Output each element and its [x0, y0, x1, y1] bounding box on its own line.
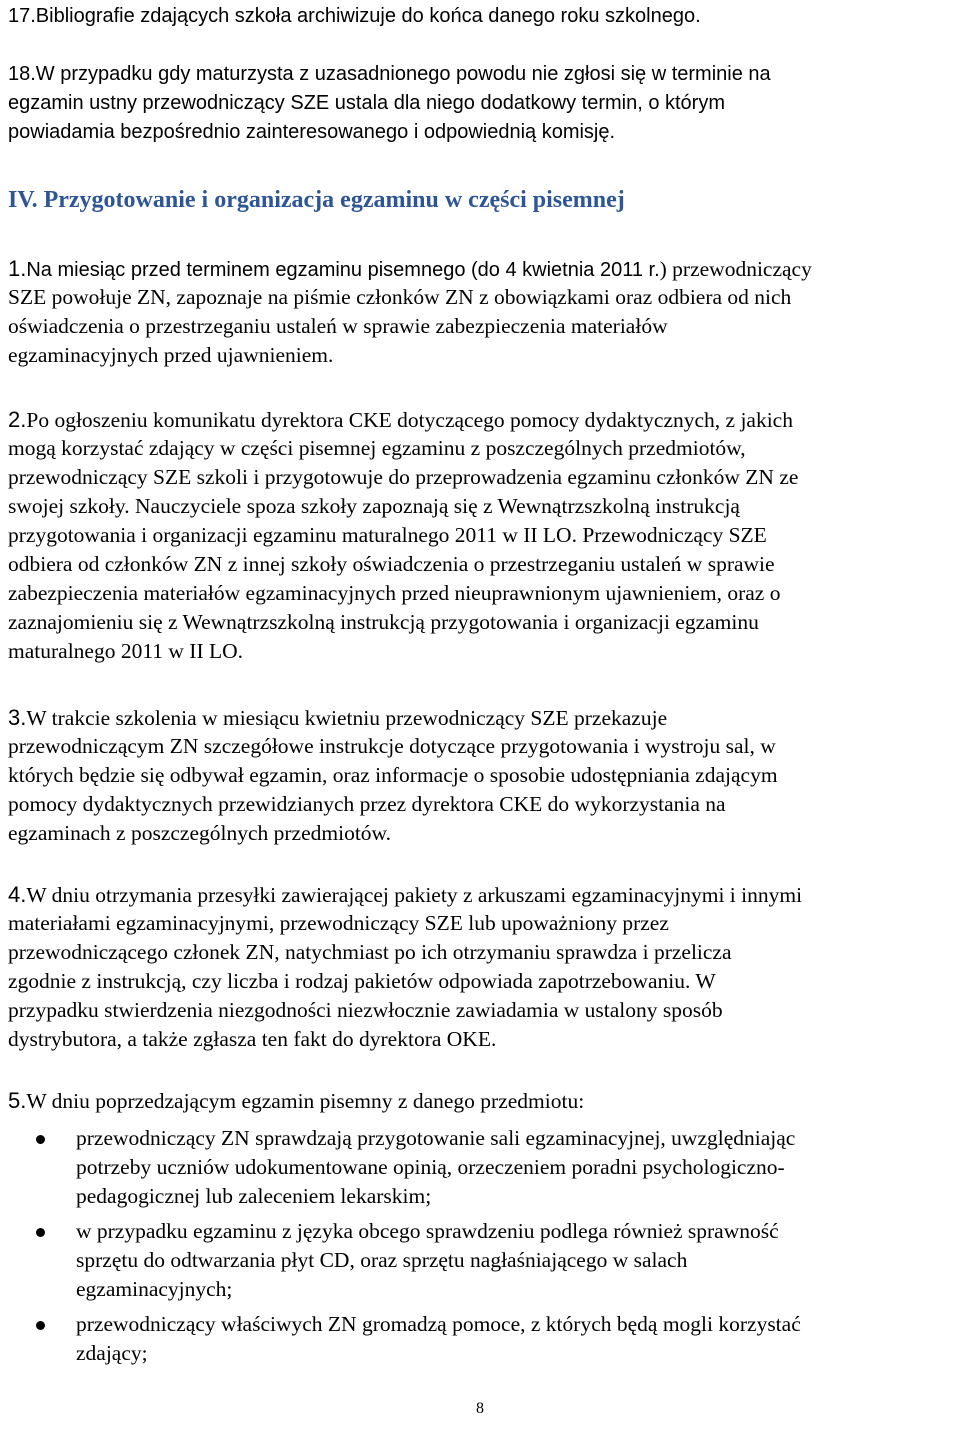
- item-2-line: odbiera od członków ZN z innej szkoły oświadczenia o przestrzeganiu ustaleń w sprawie: [8, 552, 775, 576]
- item-3-number: 3.: [8, 705, 27, 730]
- item-4-first-line: [8, 880, 802, 909]
- bullet-line: pedagogicznej lub zaleceniem lekarskim;: [76, 1184, 432, 1208]
- item-4-first-text: W dniu otrzymania przesyłki zawierającej pakiety z arkuszami egzaminacyjnymi i innymi: [26, 883, 803, 907]
- item-2-line: swojej szkoły. Nauczyciele spoza szkoły zapoznają się z Wewnątrzszkolną instrukcją: [8, 494, 740, 518]
- item-2-number: 2.: [8, 407, 27, 432]
- paragraph-17-line: 17.Bibliografie zdających szkoła archiwizuje do końca danego roku szkolnego.: [8, 5, 701, 27]
- item-1-line: SZE powołuje ZN, zapoznaje na piśmie członków ZN z obowiązkami oraz odbiera od nich: [8, 285, 792, 309]
- item-3-first-line: [8, 703, 778, 732]
- item-2-line: zaznajomieniu się z Wewnątrzszkolną instrukcją przygotowania i organizacji egzaminu: [8, 610, 759, 634]
- item-4-line: materiałami egzaminacyjnymi, przewodniczący SZE lub upoważniony przez: [8, 911, 669, 935]
- item-1-line: egzaminacyjnych przed ujawnieniem.: [8, 343, 334, 367]
- paragraph-18-line: 18.W przypadku gdy maturzysta z uzasadnionego powodu nie zgłosi się w terminie na: [8, 63, 771, 85]
- item-4: [8, 880, 802, 1054]
- item-5: [8, 1086, 584, 1115]
- item-4-line: zgodnie z instrukcją, czy liczba i rodzaj pakietów odpowiada zapotrzebowaniu. W: [8, 969, 716, 993]
- bullet-icon: [36, 1321, 45, 1330]
- item-3-line: przewodniczącym ZN szczegółowe instrukcje dotyczące przygotowania i wystroju sal, w: [8, 734, 776, 758]
- item-2-first-line: [8, 405, 798, 434]
- item-3-line: których będzie się odbywał egzamin, oraz informacje o sposobie udostępniania zdającym: [8, 763, 778, 787]
- item-3: [8, 703, 778, 848]
- bullet-icon: [36, 1135, 45, 1144]
- page-number: 8: [476, 1400, 484, 1417]
- item-2-line: maturalnego 2011 w II LO.: [8, 639, 244, 663]
- item-4-number: 4.: [8, 882, 27, 907]
- item-1-first-text: Na miesiąc przed terminem egzaminu pisemnego (do 4 kwietnia 2011 r.: [26, 259, 660, 281]
- item-5-number: 5.: [8, 1088, 27, 1113]
- item-1-first-tail: ) przewodniczący: [659, 257, 812, 281]
- bullet-item: [0, 1310, 801, 1368]
- section-heading-iv: IV. Przygotowanie i organizacja egzaminu w części pisemnej: [8, 187, 625, 213]
- bullet-line: zdający;: [76, 1341, 148, 1365]
- bullet-item: [0, 1124, 801, 1211]
- item-5-bullet-list: [0, 1124, 801, 1374]
- item-2-line: mogą korzystać zdający w części pisemnej egzaminu z poszczególnych przedmiotów,: [8, 436, 746, 460]
- item-4-line: przewodniczącego członek ZN, natychmiast po ich otrzymaniu sprawdza i przelicza: [8, 940, 732, 964]
- bullet-item: [0, 1217, 801, 1304]
- bullet-line: przewodniczący właściwych ZN gromadzą pomoce, z których będą mogli korzystać: [76, 1312, 801, 1336]
- item-1-number: 1.: [8, 256, 27, 281]
- item-2-line: zabezpieczenia materiałów egzaminacyjnych przed nieuprawnionym ujawnieniem, oraz o: [8, 581, 781, 605]
- paragraph-18-line: powiadamia bezpośrednio zainteresowanego i odpowiednią komisję.: [8, 121, 616, 143]
- item-5-first-line: [8, 1086, 584, 1115]
- item-1-line: oświadczenia o przestrzeganiu ustaleń w sprawie zabezpieczenia materiałów: [8, 314, 668, 338]
- bullet-line: sprzętu do odtwarzania płyt CD, oraz sprzętu nagłaśniającego w salach: [76, 1248, 688, 1272]
- item-2-line: przewodniczący SZE szkoli i przygotowuje do przeprowadzenia egzaminu członków ZN ze: [8, 465, 799, 489]
- paragraph-17: [8, 2, 701, 31]
- item-2-line: przygotowania i organizacji egzaminu maturalnego 2011 w II LO. Przewodniczący SZE: [8, 523, 767, 547]
- item-2: [8, 405, 798, 666]
- bullet-icon: [36, 1228, 45, 1237]
- bullet-line: przewodniczący ZN sprawdzają przygotowanie sali egzaminacyjnej, uwzględniając: [76, 1126, 796, 1150]
- item-2-first-text: Po ogłoszeniu komunikatu dyrektora CKE dotyczącego pomocy dydaktycznych, z jakich: [26, 408, 793, 432]
- item-1: [8, 254, 812, 370]
- item-4-line: przypadku stwierdzenia niezgodności niezwłocznie zawiadamia w ustalony sposób: [8, 998, 723, 1022]
- item-3-first-text: W trakcie szkolenia w miesiącu kwietniu przewodniczący SZE przekazuje: [26, 706, 668, 730]
- bullet-line: egzaminacyjnych;: [76, 1277, 233, 1301]
- paragraph-18-line: egzamin ustny przewodniczący SZE ustala dla niego dodatkowy termin, o którym: [8, 92, 726, 114]
- bullet-line: w przypadku egzaminu z języka obcego sprawdzeniu podlega również sprawność: [76, 1219, 779, 1243]
- item-1-first-line: [8, 254, 812, 283]
- paragraph-18: [8, 60, 771, 147]
- item-3-line: egzaminach z poszczególnych przedmiotów.: [8, 821, 392, 845]
- item-5-first-text: W dniu poprzedzającym egzamin pisemny z danego przedmiotu:: [26, 1089, 585, 1113]
- item-4-line: dystrybutora, a także zgłasza ten fakt do dyrektora OKE.: [8, 1027, 497, 1051]
- bullet-line: potrzeby uczniów udokumentowane opinią, orzeczeniem poradni psychologiczno-: [76, 1155, 785, 1179]
- item-3-line: pomocy dydaktycznych przewidzianych przez dyrektora CKE do wykorzystania na: [8, 792, 726, 816]
